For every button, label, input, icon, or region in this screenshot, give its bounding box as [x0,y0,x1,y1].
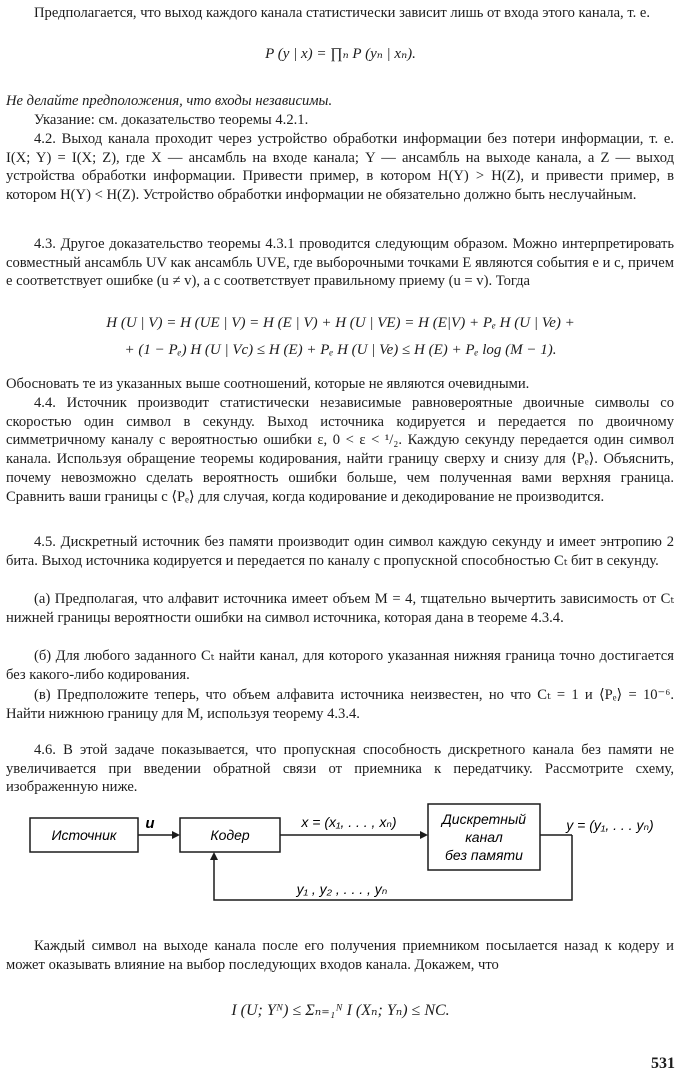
feedback-label: y₁ , y₂ , . . . , yₙ [296,881,388,897]
paragraph-feedback-explanation: Каждый символ на выходе канала после его получения приемником посылается назад к кодеру и может оказывать влияние на выбор последующих входов канала. Докажем, что [6,938,674,973]
paragraph-justify: Обосновать те из указанных выше соотношений, которые не являются очевидными. [6,376,530,392]
problem-4-5-b: (б) Для любого заданного Cₜ найти канал, для которого указанная нижняя граница точно достигается без какого-либо кодирования. [6,648,674,683]
u-label: u [145,815,155,832]
equation-mutual-information: I (U; Yᴺ) ≤ Σₙ₌₁ᴺ I (Xₙ; Yₙ) ≤ NC. [231,1002,450,1019]
arrowhead-channel [420,831,428,839]
x-vector-label: x = (x₁, . . . , xₙ) [301,814,397,830]
paragraph-hint: Указание: см. доказательство теоремы 4.2.1. [34,112,309,128]
paragraph-intro: Предполагается, что выход каждого канала статистически зависит лишь от входа этого канала, т. е. [34,5,651,21]
problem-4-2: 4.2. Выход канала проходит через устройство обработки информации без потери информации, т. е. I(X; Y) = I(X; Z), где X — ансамбль на входе канала; Y — ансамбль на выходе канала, а Z — выход устройства обработки информации. Привести пример, в котором H(Y) > H(Z), и привести пример, в котором H(Y) < H(Z). Устройство обработки информации не обязательно должно быть неслучайным. [6,131,674,204]
paragraph-dont-assume: Не делайте предположения, что входы независимы. [6,93,333,109]
source-label: Источник [51,827,117,843]
y-vector-label: y = (y₁, . . . yₙ) [566,817,654,833]
problem-4-3: 4.3. Другое доказательство теоремы 4.3.1 проводится следующим образом. Можно интерпретировать совместный ансамбль UV как ансамбль UVE, где выборочными точками E являются события e и c, причем e соответствует ошибке (u ≠ v), а c соответствует правильному приему (u = v). Тогда [6,236,674,290]
problem-4-5-c: (в) Предположите теперь, что объем алфавита источника неизвестен, но что Cₜ = 1 и ⟨Pₑ⟩ = 10⁻⁶. Найти нижнюю границу для M, используя теорему 4.3.4. [6,687,674,722]
equation-entropy-line-1: H (U | V) = H (UE | V) = H (E | V) + H (U | VE) = H (E|V) + Pₑ H (U | Ve) + [106,315,575,331]
equation-entropy-line-2: + (1 − Pₑ) H (U | Vc) ≤ H (E) + Pₑ H (U | Ve) ≤ H (E) + Pₑ log (M − 1). [124,342,557,358]
channel-label-1: Дискретный [441,811,527,827]
feedback-channel-diagram [0,800,681,920]
channel-label-3: без памяти [445,847,523,863]
feedback-line [214,835,572,900]
problem-4-6: 4.6. В этой задаче показывается, что пропускная способность дискретного канала без памяти не увеличивается при введении обратной связи от приемника к передатчику. Рассмотрите схему, изображенную ниже. [6,742,674,796]
problem-4-4: 4.4. Источник производит статистически независимые равновероятные двоичные символы со скоростью один символ в секунду. Выход источника кодируется и передается по двоичному симметричному каналу с вероятностью ошибки ε, 0 < ε < ¹/₂. Каждую секунду передается один символ канала. Используя обращение теоремы кодирования, найти границу сверху и снизу для ⟨Pₑ⟩. Объяснить, почему невозможно сделать вероятность ошибки больше, чем полученная вами верхняя граница. Сравнить ваши границы с ⟨Pₑ⟩ для случая, когда кодирование и декодирование не производится. [6,395,674,505]
equation-product: P (y | x) = ∏ₙ P (yₙ | xₙ). [265,46,416,62]
page-number: 531 [651,1055,675,1072]
problem-4-5: 4.5. Дискретный источник без памяти производит один символ каждую секунду и имеет энтропию 2 бита. Выход источника кодируется и передается по каналу с пропускной способностью Cₜ бит в секунду. [6,534,674,569]
arrowhead-feedback [210,852,218,860]
coder-label: Кодер [210,827,250,843]
arrowhead-coder [172,831,180,839]
problem-4-5-a: (а) Предполагая, что алфавит источника имеет объем M = 4, тщательно вычертить зависимость от Cₜ нижней границы вероятности ошибки на символ источника, которая дана в теореме 4.3.4. [6,591,674,626]
channel-label-2: канал [465,829,503,845]
